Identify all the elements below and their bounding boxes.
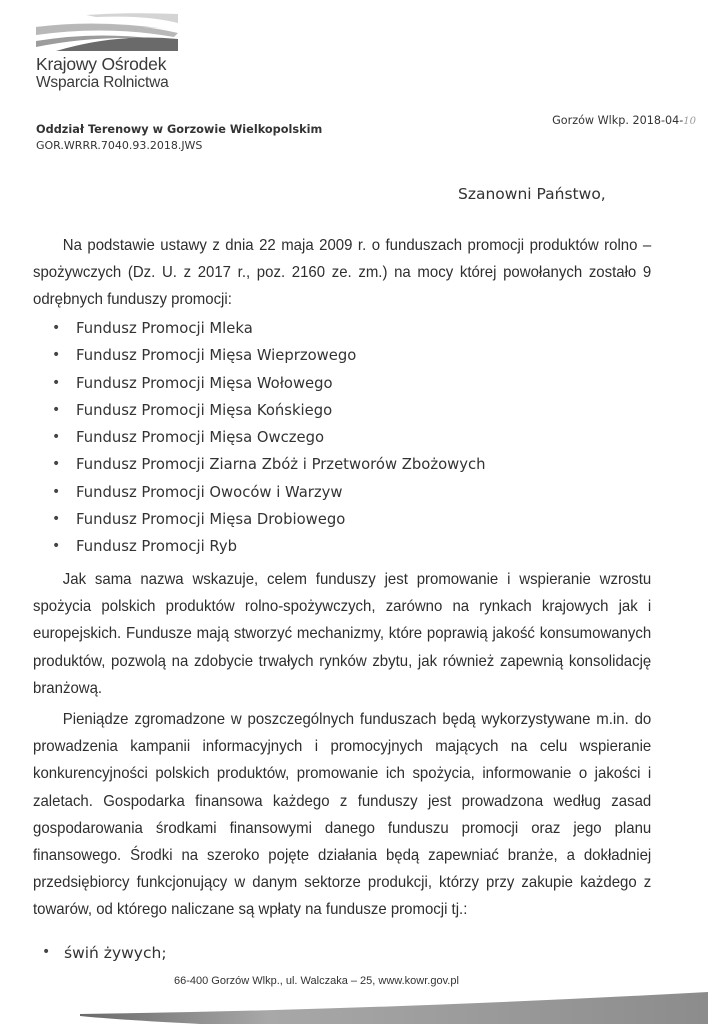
footer-address: 66-400 Gorzów Wlkp., ul. Walczaka – 25, www.kowr.gov.pl [174,975,459,987]
fund-name: Fundusz Promocji Mięsa Wołowego [76,374,333,392]
branch-name: Oddział Terenowy w Gorzowie Wielkopolskim [36,123,323,136]
kowr-logo-icon [36,11,178,51]
paragraph-intro-text: Na podstawie ustawy z dnia 22 maja 2009 r. o funduszach promocji produktów rolno – spożywczych (Dz. U. z 2017 r., poz. 2160 ze. zm.) na mocy której powołanych zostało 9 odrębnych funduszy promocji: [33,237,652,309]
paragraph-intro [33,232,651,314]
paragraph-purpose [33,566,651,702]
fund-name: Fundusz Promocji Ryb [76,538,238,556]
list-item [42,944,167,962]
list-item [48,315,486,342]
bullet-icon: • [52,401,61,418]
bullet-icon: • [52,538,61,555]
bullet-icon: • [52,320,61,336]
fund-name: Fundusz Promocji Mleka [76,320,253,337]
goods-list [42,944,167,962]
fund-name: Fundusz Promocji Mięsa Drobiowego [76,511,346,529]
fund-name: Fundusz Promocji Ziarna Zbóż i Przetworów Zbożowych [76,456,486,474]
funds-list [48,315,486,561]
list-item [48,342,486,369]
list-item [48,506,486,533]
paragraph-financing-text: Pieniądze zgromadzone w poszczególnych funduszach będą wykorzystywane m.in. do prowadzenia kampanii informacyjnych i promocyjnych mających na celu wspieranie konkurencyjności polskich produktów, promowanie ich spożycia, informowanie o jakości i zaletach. Gospodarka finansowa każdego z funduszy jest prowadzona według zasad gospodarowania środkami finansowymi danego funduszu promocji oraz jego planu finansowego. Środki na szeroko pojęte działania będą zapewniać branże, a dokładniej przedsiębiorcy funkcjonujący w danym sektorze produkcji, którzy przy zakupie każdego z towarów, od którego naliczane są wpłaty na fundusze promocji tj.: [33,711,652,919]
bullet-icon: • [52,374,61,391]
bullet-icon: • [52,456,61,473]
paragraph-purpose-text: Jak sama nazwa wskazuje, celem funduszy jest promowanie i wspieranie wzrostu spożycia polskich produktów rolno-spożywczych, zarówno na rynkach krajowych jak i europejskich. Fundusze mają stworzyć mechanizmy, które poprawią jakość konsumowanych produktów, pozwolą na zdobycie trwałych rynków zbytu, jak również zapewnią konsolidację branżową. [33,571,652,697]
list-item [48,451,486,478]
date-printed: Gorzów Wlkp. 2018-04- [552,114,684,127]
org-name-line1: Krajowy Ośrodek [36,54,167,74]
fund-name: Fundusz Promocji Mięsa Końskiego [76,401,333,419]
org-name-line2: Wsparcia Rolnictwa [36,74,169,91]
bullet-icon: • [52,347,61,364]
goods-name: świń żywych; [64,944,167,962]
bullet-icon: • [42,944,51,960]
reference-number: GOR.WRRR.7040.93.2018.JWS [36,139,203,152]
list-item [48,533,486,560]
paragraph-financing [33,706,651,924]
fund-name: Fundusz Promocji Owoców i Warzyw [76,483,343,501]
bullet-icon: • [52,483,61,500]
list-item [48,397,486,424]
footer-swoosh-icon [80,990,708,1024]
bullet-icon: • [52,511,61,528]
list-item [48,370,486,397]
greeting: Szanowni Państwo, [458,185,606,203]
letter-date [552,114,696,127]
bullet-icon: • [52,429,61,446]
list-item [48,479,486,506]
fund-name: Fundusz Promocji Mięsa Wieprzowego [76,347,357,365]
list-item [48,424,486,451]
date-handwritten: 10 [683,116,696,127]
fund-name: Fundusz Promocji Mięsa Owczego [76,429,325,447]
